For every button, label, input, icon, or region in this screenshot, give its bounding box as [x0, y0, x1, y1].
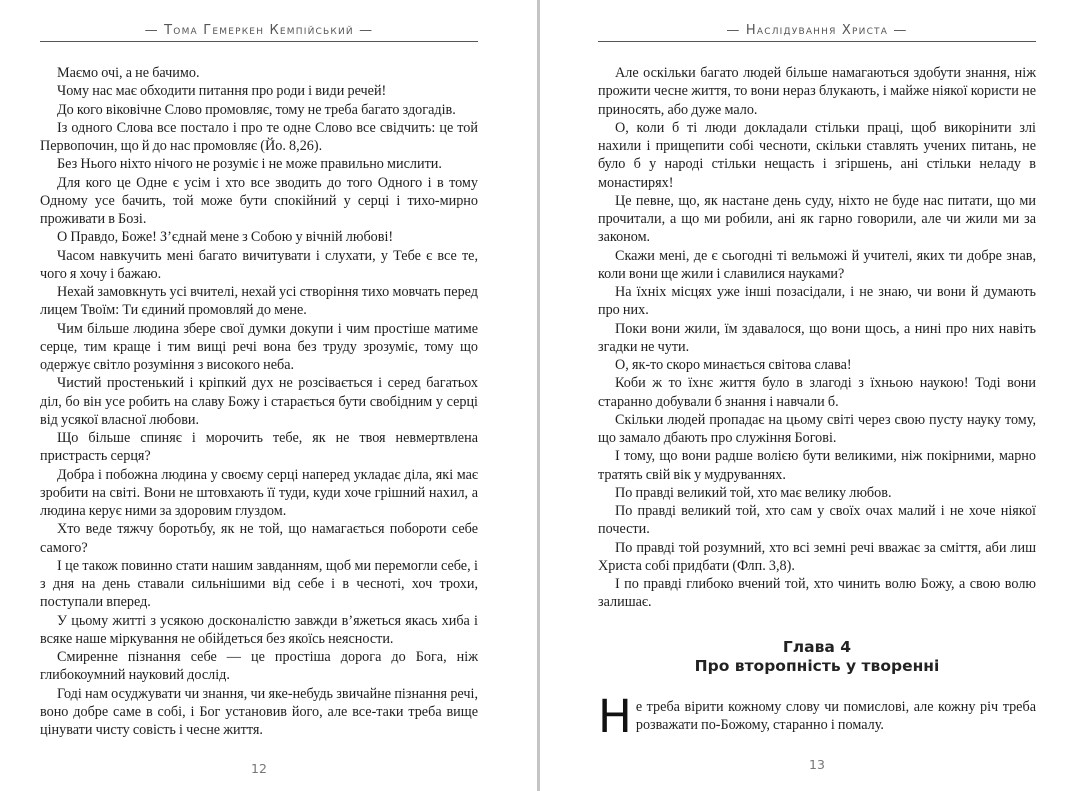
paragraph: О Правдо, Боже! З’єднай мене з Собою у вічній любові! — [57, 229, 394, 246]
paragraph: Із одного Слова все постало і про те одне Слово все свідчить: це той Первопочин, що й до нас промовляє (Йо. 8,26). — [40, 119, 478, 154]
paragraph: Чистий простенький і кріпкий дух не розсівається і серед багатьох діл, бо він усе робить на славу Божу і старається бути свобідним у серці від усякої власної любови. — [40, 375, 478, 428]
paragraph: Без Нього ніхто нічого не розуміє і не може правильно мислити. — [57, 156, 442, 173]
body-text — [598, 64, 1036, 612]
paragraph: Маємо очі, а не бачимо. — [57, 65, 200, 81]
paragraph: І тому, що вони радше волією бути великими, ніж покірними, марно тратять свій вік у мудруваннях. — [598, 448, 1036, 483]
paragraph: Поки вони жили, їм здавалося, що вони щось, а нині про них навіть згадки не чути. — [598, 320, 1036, 355]
paragraph: Хто веде тяжчу боротьбу, як не той, що намагається побороти себе самого? — [40, 521, 478, 556]
paragraph: На їхніх місцях уже інші позасідали, і не знаю, чи вони й думають про них. — [598, 284, 1036, 319]
paragraph: Але оскільки багато людей більше намагаються здобути знання, ніж прожити чесне життя, то вони нераз блукають, і майже ніякої користи не приносять, або дуже мало. — [598, 65, 1036, 118]
paragraph: Годі нам осуджувати чи знання, чи яке-небудь звичайне пізнання речі, воно добре саме в собі, і Бог установив його, але все-таки треба вище цінувати чисту совість і чесне життя. — [40, 685, 478, 738]
paragraph: Добра і побожна людина у своєму серці наперед укладає діла, які має зробити на світі. Вони не штовхають її туди, куди хоче грішний нахил, а людина керує ними за здоровим глуздом. — [40, 466, 478, 519]
drop-cap: Н — [598, 689, 632, 743]
paragraph: Для кого це Одне є усім і хто все зводить до того Одного і в тому Одному усе бачить, той може бути спокійний у серці і тихо-мирно проживати в Бозі. — [40, 174, 478, 227]
chapter-number: Глава 4 — [782, 637, 852, 656]
paragraph: Нехай замовкнуть усі вчителі, нехай усі створіння тихо мовчать перед лицем Твоїм: Ти єдиний промовляй до мене. — [40, 284, 478, 319]
body-text — [40, 64, 478, 739]
paragraph: Коби ж то їхнє життя було в злагоді з їхньою наукою! Тоді вони старанно добували б знання і навчали б. — [598, 375, 1036, 410]
paragraph: Скільки людей пропадає на цьому світі через свою пусту науку тому, що замало дбають про служіння Богові. — [598, 411, 1036, 446]
paragraph: І це також повинно стати нашим завданням, щоб ми перемогли себе, і з дня на день ставали сильнішими від себе і в чесноті, хоч трохи, поступали вперед. — [40, 557, 478, 611]
paragraph: До кого віковічне Слово промовляє, тому не треба багато здогадів. — [57, 101, 456, 118]
paragraph: По правді великий той, хто має велику любов. — [615, 484, 892, 501]
paragraph: Чим більше людина збере свої думки докупи і чим простіше матиме серце, тим краще і тим вищі речі вона без труду зрозуміє, тому що одержує світло розуміння з високого неба. — [40, 320, 478, 373]
paragraph: По правді той розумний, хто всі земні речі вважає за сміття, аби лиш Христа собі придбати (Флп. 3,8). — [598, 539, 1036, 574]
paragraph: О, як-то скоро минається світова слава! — [615, 357, 852, 373]
paragraph: Смиренне пізнання себе — це простіша дорога до Бога, ніж глибокоумний науковий дослід. — [40, 649, 478, 684]
running-head-title: — Наслідування Христа — — [726, 23, 908, 38]
text-column — [40, 0, 478, 791]
paragraph: По правді великий той, хто сам у своїх очах малий і не хоче ніякої почести. — [598, 503, 1036, 538]
page-number: 12 — [251, 761, 267, 777]
paragraph: І по правді глибоко вчений той, хто чинить волю Божу, а свою волю залишає. — [598, 576, 1036, 611]
paragraph-text: е треба вірити кожному слову чи помислові, але кожну річ треба розважати по-Божому, старанно і помалу. — [635, 698, 1036, 733]
paragraph: Часом навкучить мені багато вичитувати і слухати, у Тебе є все те, чого я хочу і бажаю. — [40, 247, 478, 282]
paragraph: Скажи мені, де є сьогодні ті вельможі й учителі, яких ти добре знав, коли вони ще жили і славилися науками? — [598, 247, 1036, 282]
header-rule — [40, 41, 478, 42]
chapter-title: Про второпність у творенні — [694, 656, 940, 675]
header-rule — [598, 41, 1036, 42]
running-head-author: — Тома Гемеркен Кемпійський — — [144, 23, 374, 38]
paragraph: Що більше спиняє і морочить тебе, як не твоя невмертвлена пристрасть серця? — [40, 430, 478, 465]
paragraph: Чому нас має обходити питання про роди і види речей! — [57, 83, 387, 100]
right-page — [540, 0, 1073, 787]
chapter-heading — [598, 638, 1036, 676]
text-column — [598, 0, 1036, 787]
paragraph: Це певне, що, як настане день суду, ніхто не буде нас питати, що ми прочитали, а що ми робили, ані як гарно говорили, але чи жили ми за законом. — [598, 192, 1036, 246]
paragraph: У цьому житті з усякою досконалістю завжди в’яжеться якась хиба і всяке наше міркування не обійдеться без якоїсь неясности. — [40, 612, 478, 647]
chapter-first-paragraph — [598, 689, 1036, 743]
page-number: 13 — [809, 756, 825, 772]
paragraph: О, коли б ті люди докладали стільки праці, щоб викорінити злі нахили і прищепити собі чесноти, скільки ставлять учених питань, не було б у народі стільки нещасть і згіршень, ані стільки неладу в монастирях! — [598, 119, 1036, 191]
